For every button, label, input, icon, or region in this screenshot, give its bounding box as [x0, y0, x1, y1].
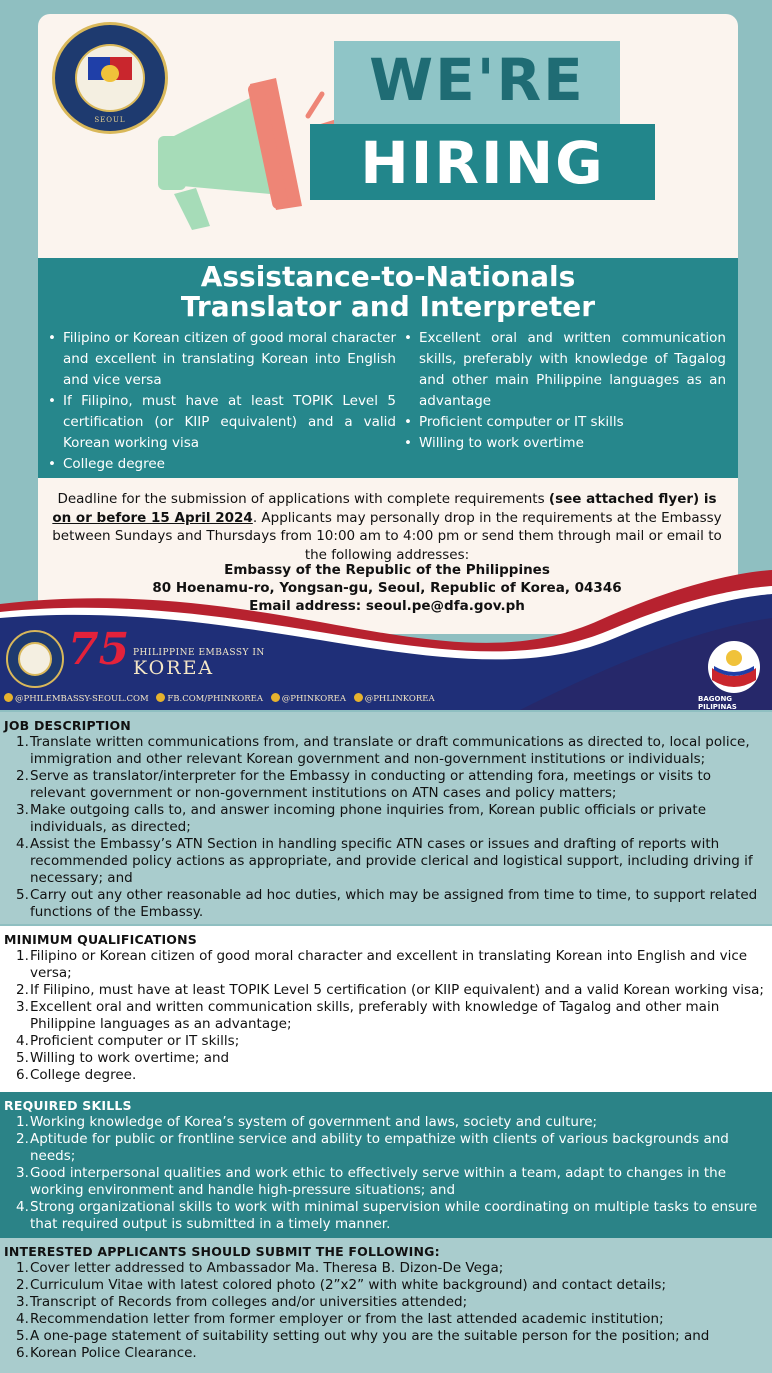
list-item: 3. Good interpersonal qualities and work ethic to effectively serve within a team, adapt to changes in the working environment and handle high-pressure situations; and: [16, 1165, 727, 1198]
facebook-icon: [156, 693, 165, 702]
list-item: 4. Assist the Embassy’s ATN Section in handling specific ATN cases or issues and drafting of reports with recommended policy actions as appropriate, and provide clerical and logistical support, including driving if necessary; and: [16, 836, 753, 886]
embassy-name: Embassy of the Republic of the Philippines: [224, 562, 550, 578]
list-item: 5. A one-page statement of suitability setting out why you are the suitable person for the position; and: [16, 1328, 710, 1344]
list-item: • College degree: [48, 454, 396, 475]
bagong-pilipinas-logo: [704, 640, 764, 694]
website-link[interactable]: @PHILEMBASSY-SEOUL.COM: [4, 694, 149, 704]
list-item: 4. Proficient computer or IT skills;: [16, 1033, 240, 1049]
x-icon: [354, 693, 363, 702]
list-item: 4. Recommendation letter from former employer or from the last attended academic institution;: [16, 1311, 664, 1327]
social-links: [4, 693, 440, 704]
headline-hiring: HIRING: [360, 129, 605, 197]
list-item: 5. Willing to work overtime; and: [16, 1050, 230, 1066]
anniversary-75-logo: 75: [68, 624, 130, 675]
bagong-pilipinas-text: BAGONG PILIPINAS: [698, 695, 737, 710]
list-item: 2. If Filipino, must have at least TOPIK Level 5 certification (or KIIP equivalent) and a valid Korean working visa;: [16, 982, 764, 998]
section-heading: MINIMUM QUALIFICATIONS: [4, 932, 197, 947]
list-item: 1. Cover letter addressed to Ambassador Ma. Theresa B. Dizon-De Vega;: [16, 1260, 504, 1276]
embassy-footer-seal: [6, 630, 64, 688]
instagram-icon: [271, 693, 280, 702]
list-item: • Proficient computer or IT skills: [404, 412, 726, 433]
submission-requirements-section: [0, 1238, 772, 1373]
section-heading: INTERESTED APPLICANTS SHOULD SUBMIT THE FOLLOWING:: [4, 1244, 440, 1259]
list-item: 5. Carry out any other reasonable ad hoc duties, which may be assigned from time to time, to support related functions of the Embassy.: [16, 887, 758, 920]
role-title: Assistance-to-Nationals Translator and Interpreter: [180, 260, 596, 323]
globe-icon: [4, 693, 13, 702]
embassy-email: Email address: seoul.pe@dfa.gov.ph: [249, 598, 525, 614]
list-item: 6. Korean Police Clearance.: [16, 1345, 197, 1361]
headline-were: WE'RE: [369, 46, 585, 114]
list-item: • Excellent oral and written communication skills, preferably with knowledge of Tagalog and other main Philippine languages as an advantage: [404, 328, 726, 412]
list-item: • Filipino or Korean citizen of good moral character and excellent in translating Korean into English and vice versa: [48, 328, 396, 391]
required-skills-section: [0, 1092, 772, 1238]
job-description-section: [0, 712, 772, 924]
list-item: 4. Strong organizational skills to work with minimal supervision while coordinating on multiple tasks to ensure that required output is submitted in a timely manner.: [16, 1199, 758, 1232]
embassy-address: 80 Hoenamu-ro, Yongsan-gu, Seoul, Republic of Korea, 04346: [152, 580, 622, 596]
list-item: 6. College degree.: [16, 1067, 137, 1083]
list-item: • If Filipino, must have at least TOPIK Level 5 certification (or KIIP equivalent) and a valid Korean working visa: [48, 391, 396, 454]
list-item: 1. Translate written communications from, and translate or draft communications as directed to, local police, immigration and other relevant Korean government and non-government institutions or individuals;: [16, 734, 750, 767]
list-item: 3. Make outgoing calls to, and answer incoming phone inquiries from, Korean public officials or private individuals, as directed;: [16, 802, 707, 835]
facebook-link[interactable]: FB.COM/PHINKOREA: [156, 694, 263, 704]
seal-seoul-text: SEOUL: [94, 115, 126, 124]
minimum-qualifications-section: [0, 926, 772, 1092]
list-item: 2. Aptitude for public or frontline service and ability to empathize with clients of various backgrounds and needs;: [16, 1131, 729, 1164]
list-item: • Willing to work overtime: [404, 433, 726, 454]
x-link[interactable]: @PHLINKOREA: [354, 694, 435, 704]
role-bullets-right: [404, 328, 726, 454]
deadline-notice: Deadline for the submission of applications with complete requirements (see attached flyer) is on or before 15 April 2024. Applicants may personally drop in the requirements at the Embassy between Sundays and Thursdays from 10:00 am to 4:00 pm or send them through mail or email to the following addresses:: [52, 491, 722, 563]
role-bullets-left: [48, 328, 396, 475]
list-item: 1. Filipino or Korean citizen of good moral character and excellent in translating Korean into English and vice versa;: [16, 948, 748, 981]
list-item: 3. Transcript of Records from colleges and/or universities attended;: [16, 1294, 468, 1310]
embassy-label-small: PHILIPPINE EMBASSY IN: [133, 648, 265, 658]
list-item: 2. Serve as translator/interpreter for the Embassy in conducting or attending fora, meetings or visits to relevant government or non-government institutions on ATN cases and policy matters;: [16, 768, 712, 801]
embassy-label-korea: KOREA: [133, 657, 215, 679]
list-item: 2. Curriculum Vitae with latest colored photo (2”x2” with white background) and contact details;: [16, 1277, 667, 1293]
section-heading: REQUIRED SKILLS: [4, 1098, 132, 1113]
instagram-link[interactable]: @PHINKOREA: [271, 694, 346, 704]
section-heading: JOB DESCRIPTION: [4, 718, 131, 733]
list-item: 3. Excellent oral and written communication skills, preferably with knowledge of Tagalog and other main Philippine languages as an advantage;: [16, 999, 720, 1032]
list-item: 1. Working knowledge of Korea’s system of government and laws, society and culture;: [16, 1114, 598, 1130]
